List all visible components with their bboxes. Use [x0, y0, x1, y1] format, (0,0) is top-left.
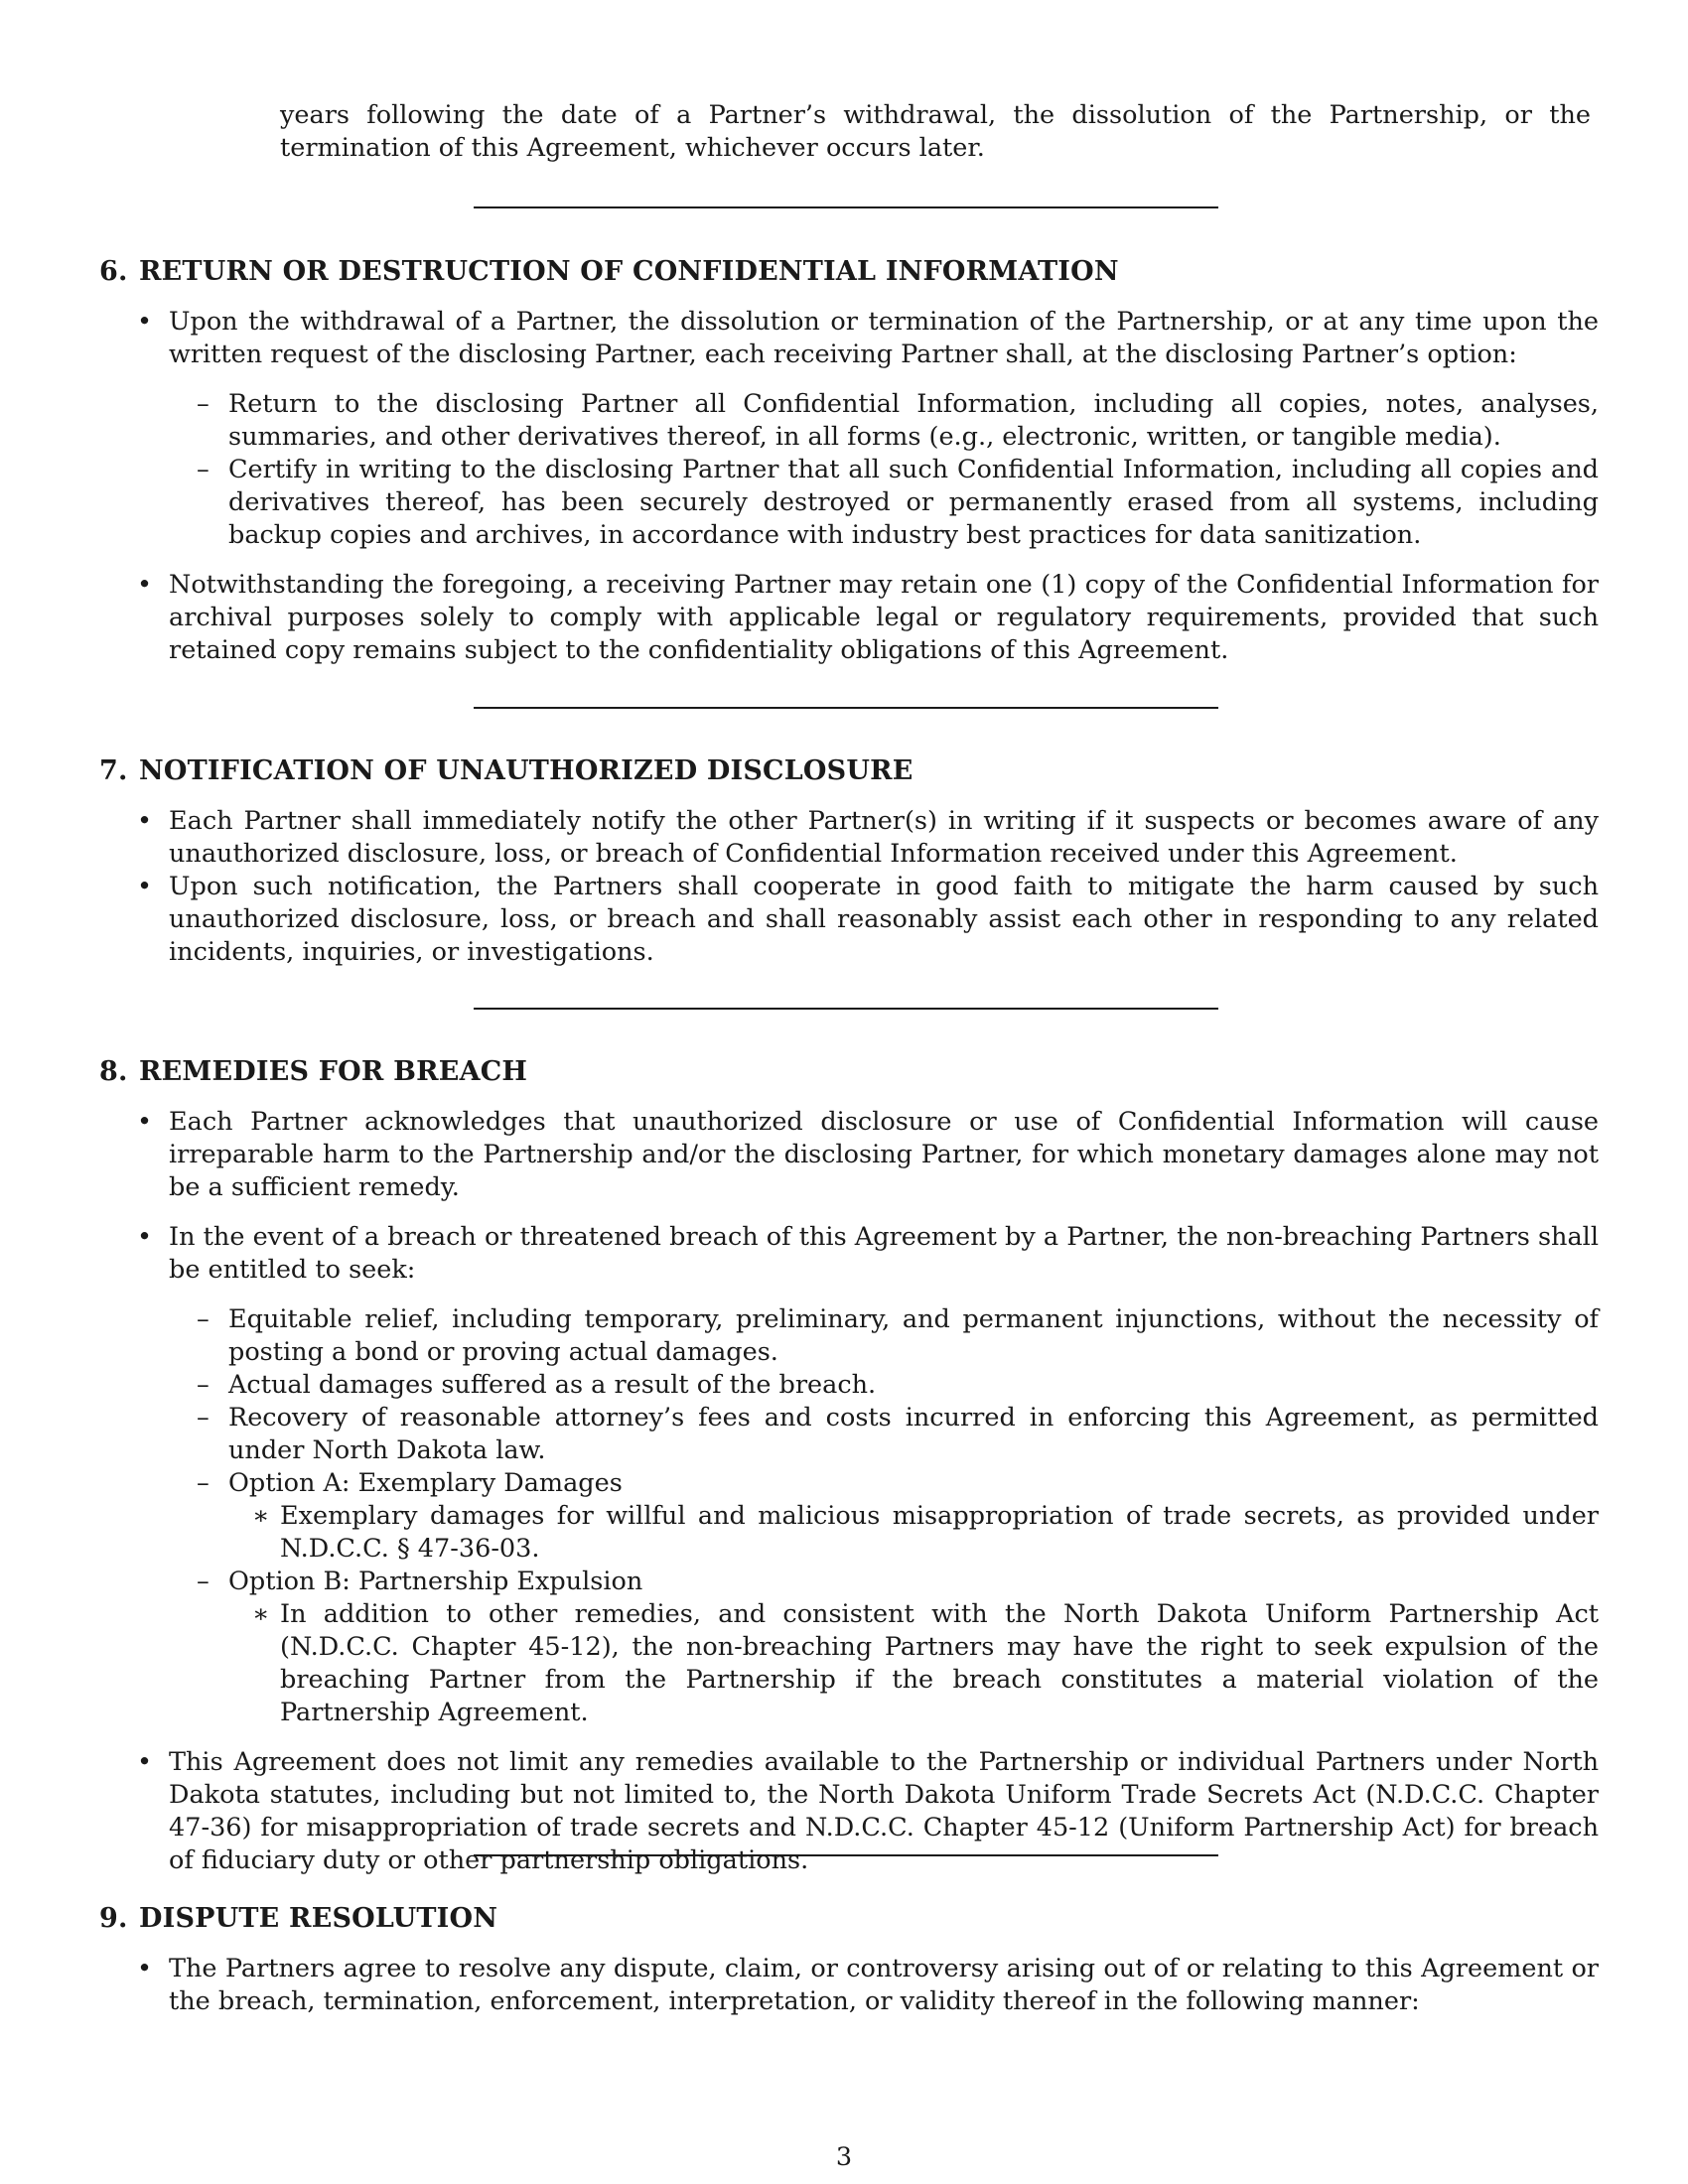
list-item-text: Exemplary damages for willful and malicious misappropriation of trade secrets, as provided under N.D.C.C. § 47-36-03. — [280, 1501, 1599, 1564]
section-7 — [99, 754, 1599, 969]
sub-list-item — [99, 1303, 1599, 1369]
list-item — [99, 1746, 1599, 1877]
list-item — [99, 871, 1599, 969]
list-item-text: The Partners agree to resolve any dispute, claim, or controversy arising out of or relating to this Agreement or the breach, termination, enforcement, interpretation, or validity thereof in the following manner: — [169, 1954, 1599, 2016]
list-item — [99, 1953, 1599, 2018]
section-heading — [99, 754, 1599, 787]
dash-icon: – — [197, 389, 210, 419]
list-item — [99, 805, 1599, 871]
section-number: 9. — [99, 1903, 128, 1934]
dash-icon: – — [197, 1403, 210, 1433]
section-9 — [99, 1902, 1599, 2018]
section-title: NOTIFICATION OF UNAUTHORIZED DISCLOSURE — [139, 755, 914, 786]
bullet-icon: • — [137, 1107, 153, 1137]
sub-list-item — [99, 1566, 1599, 1598]
sub-list-item — [99, 388, 1599, 454]
bullet-icon: • — [137, 1954, 153, 1983]
section-divider — [474, 707, 1218, 709]
list-item — [99, 306, 1599, 371]
list-item-text: Option B: Partnership Expulsion — [228, 1567, 643, 1596]
list-item — [99, 1221, 1599, 1287]
continuation-paragraph: years following the date of a Partner’s withdrawal, the dissolution of the Partnership, or the termination of this Agreement, whichever occurs later. — [280, 100, 1591, 163]
section-number: 8. — [99, 1056, 128, 1087]
bullet-icon: • — [137, 872, 153, 901]
asterisk-icon: ∗ — [252, 1501, 270, 1531]
sub-sub-list-item — [99, 1500, 1599, 1566]
bullet-icon: • — [137, 806, 153, 836]
section-divider — [474, 1008, 1218, 1010]
section-number: 6. — [99, 256, 128, 287]
sub-sub-list-item — [99, 1598, 1599, 1729]
page-number: 3 — [835, 2142, 853, 2172]
sub-list-item — [99, 454, 1599, 552]
list-item — [99, 569, 1599, 667]
list-item-text: Equitable relief, including temporary, preliminary, and permanent injunctions, without the necessity of posting a bond or proving actual damages. — [228, 1304, 1599, 1367]
asterisk-icon: ∗ — [252, 1599, 270, 1629]
dash-icon: – — [197, 1468, 210, 1498]
sub-list-item — [99, 1402, 1599, 1467]
dash-icon: – — [197, 1370, 210, 1400]
list-item-text: Upon the withdrawal of a Partner, the dissolution or termination of the Partnership, or at any time upon the written request of the disclosing Partner, each receiving Partner shall, at the disclosing Partner’s option: — [169, 307, 1599, 369]
section-heading — [99, 1902, 1599, 1935]
list-item-text: Recovery of reasonable attorney’s fees and costs incurred in enforcing this Agreement, as permitted under North Dakota law. — [228, 1403, 1599, 1465]
dash-icon: – — [197, 1304, 210, 1334]
bullet-icon: • — [137, 307, 153, 337]
list-item-text: Each Partner shall immediately notify the other Partner(s) in writing if it suspects or becomes aware of any unauthorized disclosure, loss, or breach of Confidential Information received under this Agreement. — [169, 806, 1599, 869]
list-item-text: Notwithstanding the foregoing, a receiving Partner may retain one (1) copy of the Confidential Information for archival purposes solely to comply with applicable legal or regulatory requirements, provided that such retained copy remains subject to the confidentiality obligations of this Agreement. — [169, 570, 1599, 665]
section-divider — [474, 206, 1218, 208]
list-item-text: Certify in writing to the disclosing Partner that all such Confidential Information, including all copies and derivatives thereof, has been securely destroyed or permanently erased from all systems, including backup copies and archives, in accordance with industry best practices for data sanitization. — [228, 455, 1599, 550]
section-heading — [99, 1055, 1599, 1088]
section-6 — [99, 255, 1599, 667]
list-item-text: Upon such notification, the Partners shall cooperate in good faith to mitigate the harm caused by such unauthorized disclosure, loss, or breach and shall reasonably assist each other in responding to any related incidents, inquiries, or investigations. — [169, 872, 1599, 967]
sub-list-item — [99, 1369, 1599, 1402]
sub-list-item — [99, 1467, 1599, 1500]
section-8 — [99, 1055, 1599, 1877]
bullet-icon: • — [137, 570, 153, 600]
section-number: 7. — [99, 755, 128, 786]
section-heading — [99, 255, 1599, 288]
dash-icon: – — [197, 455, 210, 484]
list-item-text: Actual damages suffered as a result of the breach. — [228, 1370, 877, 1400]
list-item-text: Return to the disclosing Partner all Confidential Information, including all copies, notes, analyses, summaries, and other derivatives thereof, in all forms (e.g., electronic, written, or tangible media). — [228, 389, 1599, 452]
list-item — [99, 1106, 1599, 1204]
list-item-text: In the event of a breach or threatened breach of this Agreement by a Partner, the non-breaching Partners shall be entitled to seek: — [169, 1222, 1599, 1285]
section-title: RETURN OR DESTRUCTION OF CONFIDENTIAL INFORMATION — [139, 256, 1119, 287]
section-title: REMEDIES FOR BREACH — [139, 1056, 528, 1087]
dash-icon: – — [197, 1567, 210, 1596]
list-item-text: In addition to other remedies, and consistent with the North Dakota Uniform Partnership Act (N.D.C.C. Chapter 45-12), the non-breaching Partners may have the right to seek expulsion of the breaching Partner from the Partnership if the breach constitutes a material violation of the Partnership Agreement. — [280, 1599, 1599, 1727]
bullet-icon: • — [137, 1222, 153, 1252]
section-title: DISPUTE RESOLUTION — [139, 1903, 498, 1934]
list-item-text: This Agreement does not limit any remedies available to the Partnership or individual Partners under North Dakota statutes, including but not limited to, the North Dakota Uniform Trade Secrets Act (N.D.C.C. Chapter 47-36) for misappropriation of trade secrets and N.D.C.C. Chapter 45-12 (Uniform Partnership Act) for breach of fiduciary duty or other partnership obligations. — [169, 1747, 1599, 1875]
bullet-icon: • — [137, 1747, 153, 1777]
list-item-text: Option A: Exemplary Damages — [228, 1468, 623, 1498]
section-divider — [474, 1854, 1218, 1856]
list-item-text: Each Partner acknowledges that unauthorized disclosure or use of Confidential Information will cause irreparable harm to the Partnership and/or the disclosing Partner, for which monetary damages alone may not be a sufficient remedy. — [169, 1107, 1599, 1202]
